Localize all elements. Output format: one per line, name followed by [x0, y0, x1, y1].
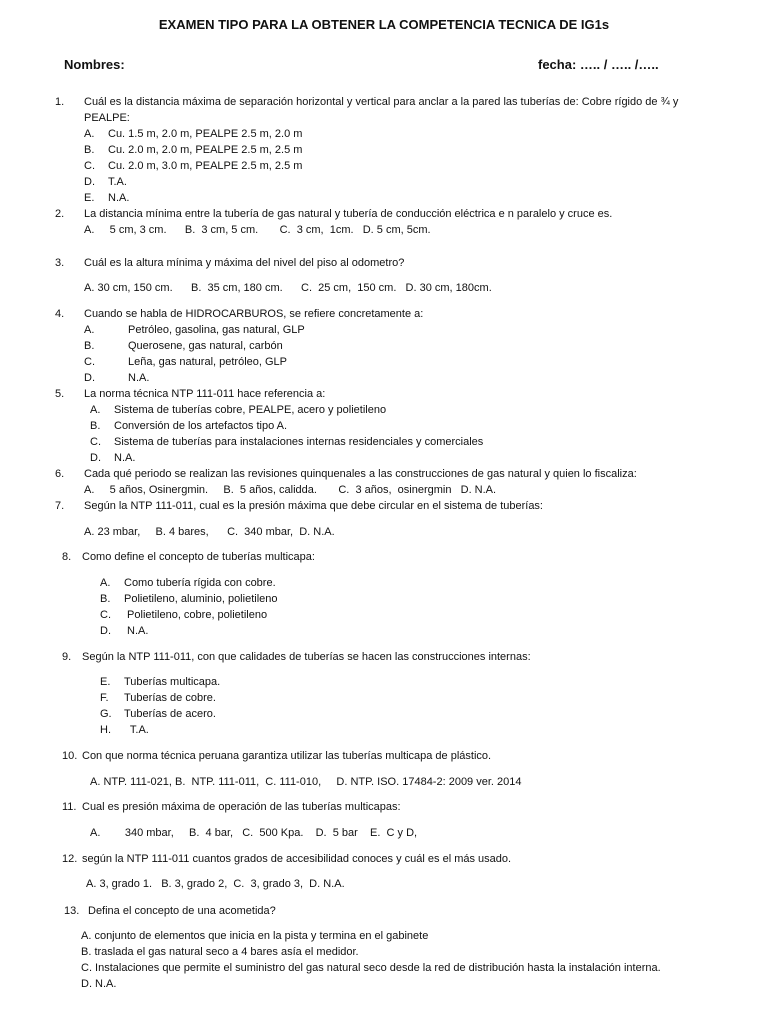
options-inline: A. 23 mbar, B. 4 bares, C. 340 mbar, D. N.A. [84, 526, 335, 538]
options-inline: A. 30 cm, 150 cm. B. 35 cm, 180 cm. C. 25 cm, 150 cm. D. 30 cm, 180cm. [84, 282, 492, 294]
options-inline: A. 5 años, Osinergmin. B. 5 años, calidda. C. 3 años, osinergmin D. N.A. [84, 484, 497, 496]
question-text: Como define el concepto de tuberías multicapa: [82, 551, 315, 563]
question-number: 8. [62, 551, 72, 563]
question-text: Cuál es la altura mínima y máxima del nivel del piso al odometro? [84, 257, 405, 269]
question-number: 2. [55, 208, 65, 220]
exam-title: EXAMEN TIPO PARA LA OBTENER LA COMPETENCIA TECNICA DE IG1s [158, 17, 610, 32]
question-number: 9. [62, 651, 72, 663]
question-text: Con que norma técnica peruana garantiza utilizar las tuberías multicapa de plástico. [82, 750, 492, 762]
question-text: Según la NTP 111-011, cual es la presión máxima que debe circular en el sistema de tuberías: [84, 500, 543, 512]
options-inline: A. 5 cm, 3 cm. B. 3 cm, 5 cm. C. 3 cm, 1cm. D. 5 cm, 5cm. [84, 224, 431, 236]
question-text: La distancia mínima entre la tubería de gas natural y tubería de conducción eléctrica e n paralelo y cruce es. [84, 208, 613, 220]
option-d: D. N.A. [81, 978, 117, 990]
name-label: Nombres: [64, 57, 125, 72]
options-inline: A. 3, grado 1. B. 3, grado 2, C. 3, grado 3, D. N.A. [86, 878, 345, 890]
option-b: B. traslada el gas natural seco a 4 bares asía el medidor. [81, 946, 359, 958]
question-text: Según la NTP 111-011, con que calidades de tuberías se hacen las construcciones internas: [82, 651, 531, 663]
question-number: 13. [64, 905, 80, 917]
question-number: 10. [62, 750, 78, 762]
question-number: 11. [62, 801, 77, 813]
option-a: A. conjunto de elementos que inicia en la pista y termina en el gabinete [81, 930, 429, 942]
options-inline: A. 340 mbar, B. 4 bar, C. 500 Kpa. D. 5 bar E. C y D, [90, 827, 418, 839]
question-number: 7. [55, 500, 65, 512]
question-text-continued: PEALPE: [84, 112, 130, 124]
date-label: fecha: ….. / ….. /….. [538, 57, 659, 72]
option-c: C. Instalaciones que permite el suministro del gas natural seco desde la red de distribución hasta la instalación interna. [81, 962, 661, 974]
question-number: 1. [55, 96, 65, 108]
options-inline: A. NTP. 111-021, B. NTP. 111-011, C. 111-010, D. NTP. ISO. 17484-2: 2009 ver. 2014 [90, 776, 522, 788]
question-text: según la NTP 111-011 cuantos grados de accesibilidad conoces y cuál es el más usado. [82, 853, 512, 865]
question-number: 3. [55, 257, 65, 269]
question-number: 12. [62, 853, 78, 865]
question-text: Cuál es la distancia máxima de separación horizontal y vertical para anclar a la pared las tuberías de: Cobre rígido de ¾ y [84, 96, 679, 108]
question-number: 5. [55, 388, 65, 400]
question-text: Defina el concepto de una acometida? [88, 905, 276, 917]
question-text: Cuando se habla de HIDROCARBUROS, se refiere concretamente a: [84, 308, 424, 320]
question-number: 4. [55, 308, 65, 320]
question-text: Cual es presión máxima de operación de las tuberías multicapas: [82, 801, 401, 813]
question-text: La norma técnica NTP 111-011 hace referencia a: [84, 388, 326, 400]
question-text: Cada qué periodo se realizan las revisiones quinquenales a las construcciones de gas natural y quien lo fiscaliza: [84, 468, 637, 480]
question-number: 6. [55, 468, 65, 480]
